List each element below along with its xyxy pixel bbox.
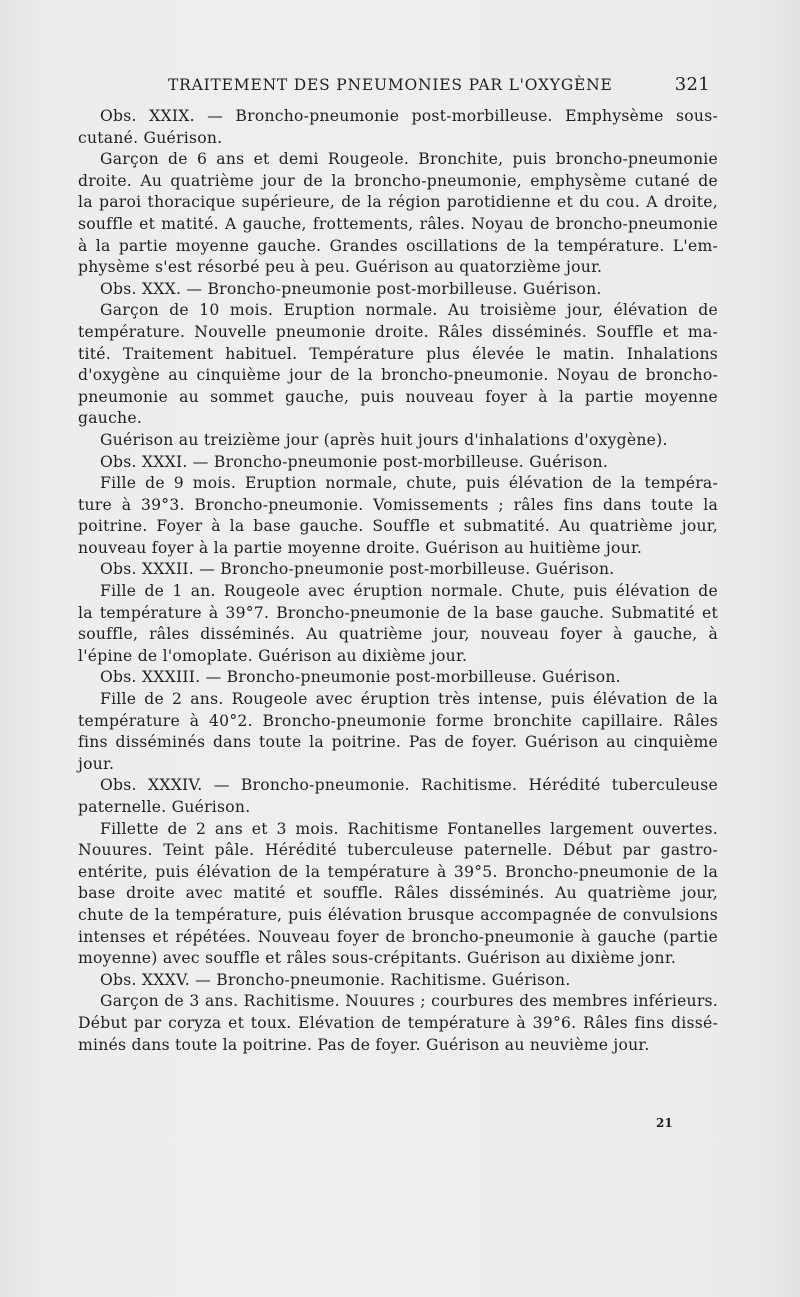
text-line: Nouures. Teint pâle. Hérédité tuberculeuse paternelle. Début par gastro- [78, 841, 718, 860]
text-line: fins disséminés dans toute la poitrine. Pas de foyer. Guérison au cinquième [78, 733, 718, 752]
text-line: Obs. XXX. — Broncho-pneumonie post-morbilleuse. Guérison. [100, 279, 602, 298]
text-line: minés dans toute la poitrine. Pas de foyer. Guérison au neuvième jour. [78, 1035, 650, 1054]
text-line: jour. [78, 754, 115, 773]
text-line: pneumonie au sommet gauche, puis nouveau foyer à la partie moyenne [78, 387, 718, 406]
text-line: base droite avec matité et souffle. Râles disséminés. Au quatrième jour, [78, 884, 718, 903]
text-line: Début par coryza et toux. Elévation de température à 39°6. Râles fins dissé- [78, 1013, 718, 1032]
text-line: gauche. [78, 409, 143, 428]
text-line: souffle, râles disséminés. Au quatrième jour, nouveau foyer à gauche, à [78, 625, 718, 644]
text-line: nouveau foyer à la partie moyenne droite. Guérison au huitième jour. [78, 538, 643, 557]
text-line: Obs. XXXV. — Broncho-pneumonie. Rachitisme. Guérison. [100, 970, 571, 989]
text-line: souffle et matité. A gauche, frottements, râles. Noyau de broncho-pneumonie [78, 214, 718, 233]
text-line: Fillette de 2 ans et 3 mois. Rachitisme Fontanelles largement ouvertes. [100, 819, 718, 838]
text-line: Garçon de 3 ans. Rachitisme. Nouures ; courbures des membres inférieurs. [100, 992, 718, 1011]
body-text [78, 106, 718, 1056]
text-line: Garçon de 6 ans et demi Rougeole. Bronchite, puis broncho-pneumonie [100, 150, 718, 169]
text-line: tité. Traitement habituel. Température plus élevée le matin. Inhalations [78, 344, 718, 363]
text-line: Garçon de 10 mois. Eruption normale. Au troisième jour, élévation de [100, 301, 718, 320]
signature-mark: 21 [656, 1116, 673, 1130]
text-line: chute de la température, puis élévation brusque accompagnée de convulsions [78, 905, 718, 924]
text-line: intenses et répétées. Nouveau foyer de broncho-pneumonie à gauche (partie [78, 927, 718, 946]
running-head [168, 74, 710, 100]
text-line: Obs. XXXII. — Broncho-pneumonie post-morbilleuse. Guérison. [100, 560, 615, 579]
text-line: température à 40°2. Broncho-pneumonie forme bronchite capillaire. Râles [78, 711, 718, 730]
running-title: TRAITEMENT DES PNEUMONIES PAR L'OXYGÈNE [168, 76, 613, 94]
text-line: d'oxygène au cinquième jour de la broncho-pneumonie. Noyau de broncho- [78, 366, 718, 385]
text-line: à la partie moyenne gauche. Grandes oscillations de la température. L'em- [78, 236, 718, 255]
text-line: cutané. Guérison. [78, 128, 223, 147]
text-line: Fille de 9 mois. Eruption normale, chute, puis élévation de la tempéra- [100, 474, 718, 493]
text-line: droite. Au quatrième jour de la broncho-pneumonie, emphysème cutané de [78, 171, 718, 190]
text-line: Obs. XXXIV. — Broncho-pneumonie. Rachitisme. Hérédité tuberculeuse [100, 776, 718, 795]
text-line: Obs. XXXI. — Broncho-pneumonie post-morbilleuse. Guérison. [100, 452, 609, 471]
text-line: physème s'est résorbé peu à peu. Guérison au quatorzième jour. [78, 258, 603, 277]
text-line: Obs. XXXIII. — Broncho-pneumonie post-morbilleuse. Guérison. [100, 668, 621, 687]
text-line: Fille de 1 an. Rougeole avec éruption normale. Chute, puis élévation de [100, 582, 718, 601]
text-line: la température à 39°7. Broncho-pneumonie de la base gauche. Submatité et [78, 603, 718, 622]
text-line: Fille de 2 ans. Rougeole avec éruption très intense, puis élévation de la [100, 690, 718, 709]
text-line: poitrine. Foyer à la base gauche. Souffle et submatité. Au quatrième jour, [78, 517, 718, 536]
text-line: ture à 39°3. Broncho-pneumonie. Vomissements ; râles fins dans toute la [78, 495, 718, 514]
text-line: Obs. XXIX. — Broncho-pneumonie post-morbilleuse. Emphysème sous- [100, 107, 718, 125]
text-line: paternelle. Guérison. [78, 798, 251, 816]
text-line: l'épine de l'omoplate. Guérison au dixième jour. [78, 646, 468, 665]
text-line: la paroi thoracique supérieure, de la région parotidienne et du cou. A droite, [78, 193, 718, 212]
text-line: Guérison au treizième jour (après huit jours d'inhalations d'oxygène). [100, 430, 668, 449]
page-number: 321 [674, 74, 710, 95]
text-line: entérite, puis élévation de la température à 39°5. Broncho-pneumonie de la [78, 862, 718, 881]
text-line: moyenne) avec souffle et râles sous-crépitants. Guérison au dixième jonr. [78, 949, 677, 968]
text-line: température. Nouvelle pneumonie droite. Râles disséminés. Souffle et ma- [78, 322, 718, 341]
